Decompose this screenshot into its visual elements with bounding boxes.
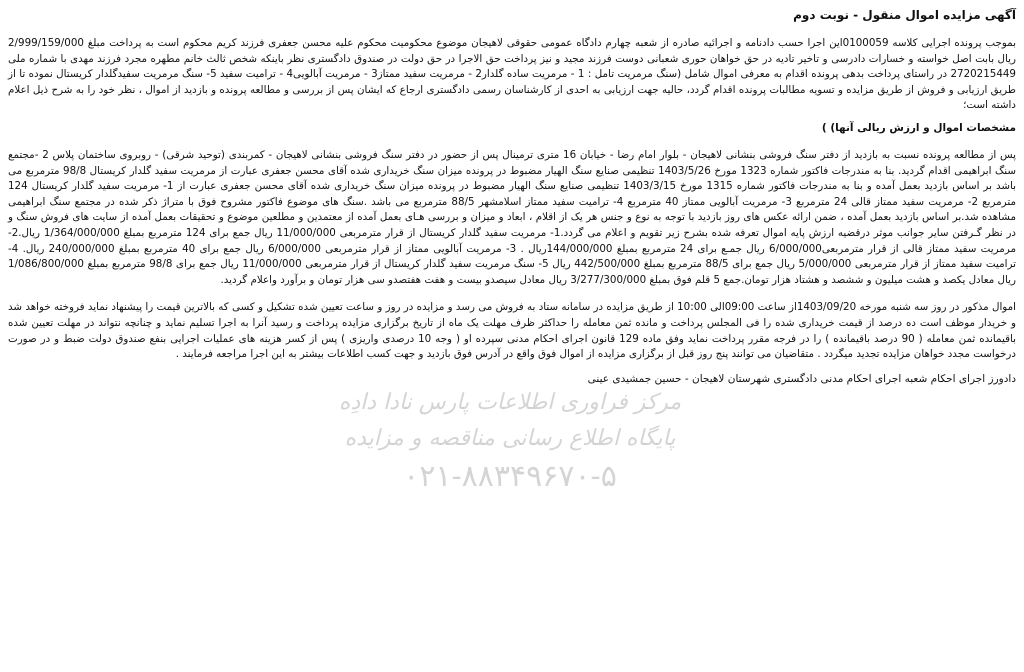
intro-paragraph: بموجب پرونده اجرایی کلاسه 0100059این اجرا حسب دادنامه و اجرائیه صادره از شعبه چهارم دادگاه عمومی حقوقی لاهیجان موضوع محکومیت محکوم علیه محسن جعفری فرزند کریم محکوم است به پرداخت مبلغ 2/999/159/000 ریال بابت اصل خواسته و خسارات دادرسی و تاخیر تادیه در حق خواهان حوری شعبانی دوست فرزند مجید و نیز پرداخت حق الاجرا در حق دولت در صندوق دادگستری نظر باینکه شخص ثالث خانم مطهره مجرد فرزند مهدی با شماره ملی 2720215449 در راستای پرداخت بدهی پرونده اقدام به معرفی اموال شامل (سنگ مرمریت تامل : 1 - مرمریت ساده گلدار2 - مرمریت سفید ممتاز3 - مرمریت آبالویی4 - تراميت سفید 5- سنگ مرمریت سفیدگلدار کریستال نموده تا از طریق ارزیابی و فروش از طریق مزایده و تسویه مطالبات پرونده اقدام گردد، حالیه جهت ارزیابی به احدی از کارشناسان رسمی دادگستری ارجاع که ایشان پس از بررسی و مطالعه پرونده و بازدید از اموال ، نظر خود را به شرح ذیل اعلام داشته است؛ [8, 37, 1016, 112]
signature-line: دادورز اجرای احکام شعبه اجرای احکام مدنی دادگستری شهرستان لاهیجان - حسین جمشیدی عینی [587, 372, 1016, 385]
watermark-phone: ۰۲۱-۸۸۳۴۹۶۷۰-۵ [403, 459, 617, 494]
assets-valuation-paragraph: پس از مطالعه پرونده نسبت به بازدید از دفتر سنگ فروشی بنشانی لاهیجان - بلوار امام رضا - خیابان 16 متری ترمینال پس از حضور در دفتر سنگ فروشی بنشانی لاهیجان - کمربندی (توحید شرقی) - روبروی ساختمان پلاس 2 -مجتمع سنگ ابراهیمی اقدام گردید. بنا به مندرجات فاکتور شماره 1323 مورخ 1403/5/26 تنظیمی صنایع سنگ الهیار مضبوط در پرونده میزان سنگ خریداری شده آقای محسن جعفری عبارت از مرمریت سفید گلدار کریستال 98/8 مترمربع می باشد بر اساس بازدید بعمل آمده و بنا به مندرجات فاکتور شماره 1315 مورخ 1403/3/15 تنظیمی صنایع سنگ الهیار مضبوط در پرونده میزان سنگ خریداری شده آقای محسن جعفری عبارت از 1- مرمریت سفید گلدار کریستال 124 مترمربع 2- مرمریت سفید ممتاز قالی 24 مترمربع 3- مرمریت آبالویی ممتاز 40 مترمربع 4- تراميت سفید ممتاز اسلامشهر 88/5 مترمربع می باشد .سنگ های موضوع فاکتور مشروح فوق با متراژ ذکر شده در مجتمع سنگ ابراهیمی مشاهده شد.بر اساس بازدید بعمل آمده ، ضمن ارائه عکس های روز بازدید با توجه به نوع و جنس هر یک از اقلام ، ابعاد و میزان و بررسی هـای بعمل آمده از معتمدین و مطلعین موضوع و تحقیقات بعمل آمده از سایت های فروش سنگ و در نظر گـرفتن سایر جوانب موثر درقضیه ارزش پایه اموال تعرفه شده بشرح زیر تقویم و اعلام می گردد.1- مرمریت سفید گلدار کریستال از قرار مترمربعی 11/000/000 ریال جمع برای 124 مترمربع بمبلغ 1/364/000/000 ریال.2- مرمریت سفید ممتاز قالی از قرار مترمربعی6/000/000 ریال جمـع برای 24 مترمربع بمبلغ 144/000/000ریال . 3- مرمریت آبالویی ممتاز از قرار مترمربعی 6/000/000 ریال جمع برای 40 مترمربع بمبلغ 240/000/000 ریال. 4- تراميت سفید ممتاز از قرار مترمربعی 5/000/000 ریال جمع برای 88/5 مترمربع بمبلغ 442/500/000 ریال 5- سنگ مرمریت سفید گلدار کریستال از قرار مترمربعی 11/000/000 ریال جمع برای 98/8 مترمربع بمبلغ 1/086/800/000 ریال معادل یکصد و هشت میلیون و ششصد و هشتاد هزار تومان.جمع 5 قلم فوق بمبلغ 3/277/300/000 ریال معادل سیصدو بیست و هفت هفتصدو سی هزار تومان و برآورد واعلام گردید. [8, 148, 1016, 286]
auction-terms-paragraph: اموال مذکور در روز سه شنبه مورخه 1403/09/20از ساعت 09:00الی 10:00 از طریق مزایده در سامانه ستاد به فروش می رسد و مزایده در روز و ساعت تعیین شده تشکیل و کسی که بالاترین قیمت را پیشنهاد نماید فروخته خواهد شد و خریدار موظف است ده درصد از قیمت خریداری شده را فی المجلس پرداخت و مانده ثمن معامله را حداکثر ظرف مهلت یک ماه از تاریخ برگزاری مزایده پرداخت و رسید آنرا به اجرا تسلیم نماید و چنانچه نتواند در مهلت تعیین شده باقیمانده ثمن معامله ( 90 درصد باقیمانده ) را در فرجه مقرر پرداخت نماید وفق ماده 129 قانون اجرای احکام مدنی سپرده او ( وجه 10 درصدی واریزی ) پس از کسر هزینه های عملیات اجرایی بنفع صندوق دولت ضبط و در صورت درخواست مجدد خواهان مزایده تجدید میگردد . متقاضیان می توانند پنج روز قبل از برگزاری مزایده از اموال فوق واقع در آدرس فوق بازدید و جهت کسب اطلاعات بیشتر به این اجرا مراجعه فرمایند . [8, 301, 1017, 361]
watermark-line-2: پایگاه اطلاع رسانی مناقصه و مزایده [344, 426, 676, 451]
notice-title: آگهی مزایده اموال منقول - نوبت دوم [793, 8, 1016, 22]
assets-subheading: مشخصات اموال و ارزش ریالی آنها) ) [821, 121, 1016, 134]
watermark-line-1: مرکز فراوری اطلاعات پارس نادا دادِه [338, 390, 682, 415]
